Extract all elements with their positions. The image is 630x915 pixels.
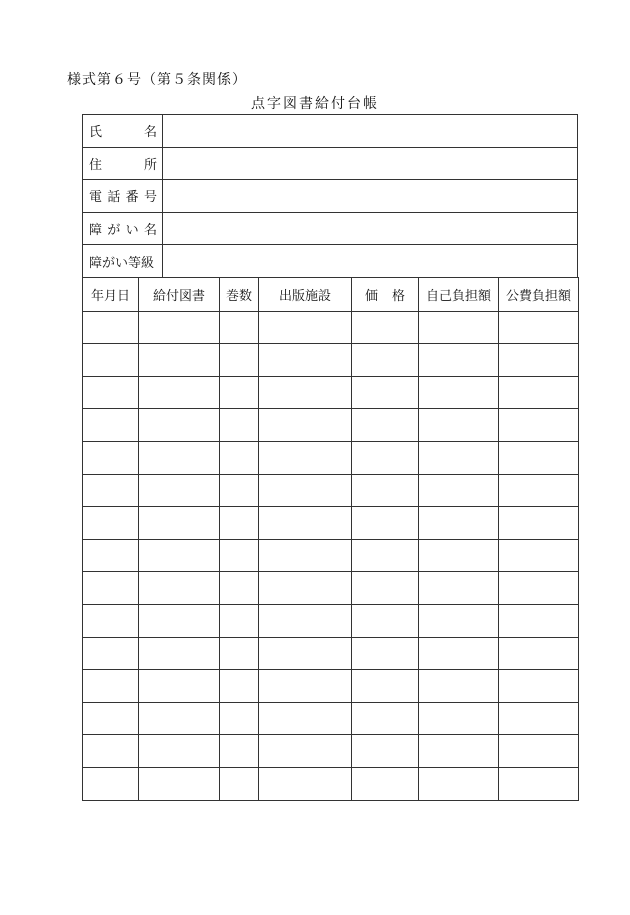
ledger-cell[interactable] <box>352 376 419 409</box>
ledger-cell[interactable] <box>83 474 139 507</box>
info-label-char: 電 <box>89 190 103 206</box>
ledger-cell[interactable] <box>259 474 352 507</box>
ledger-cell[interactable] <box>259 604 352 637</box>
info-label-char: 号 <box>143 190 157 206</box>
ledger-cell[interactable] <box>352 637 419 670</box>
ledger-cell[interactable] <box>352 572 419 605</box>
ledger-row <box>83 441 579 474</box>
info-value-field[interactable] <box>163 180 578 213</box>
ledger-row <box>83 670 579 703</box>
ledger-cell[interactable] <box>259 735 352 768</box>
ledger-cell[interactable] <box>139 474 220 507</box>
info-label-char: い <box>125 223 139 239</box>
col-price-char: 格 <box>391 288 405 304</box>
ledger-cell[interactable] <box>352 767 419 800</box>
ledger-cell[interactable] <box>139 735 220 768</box>
info-label <box>83 147 163 180</box>
ledger-cell[interactable] <box>139 507 220 540</box>
ledger-cell[interactable] <box>259 311 352 344</box>
ledger-cell[interactable] <box>220 572 259 605</box>
ledger-cell[interactable] <box>419 474 499 507</box>
ledger-cell[interactable] <box>259 637 352 670</box>
col-book: 給付図書 <box>139 278 220 312</box>
info-value-field[interactable] <box>163 245 578 278</box>
ledger-cell[interactable] <box>139 311 220 344</box>
info-value-field[interactable] <box>163 115 578 148</box>
ledger-cell[interactable] <box>419 441 499 474</box>
info-label-char: 所 <box>143 157 157 173</box>
col-public-pay: 公費負担額 <box>499 278 579 312</box>
info-value-field[interactable] <box>163 147 578 180</box>
ledger-cell[interactable] <box>83 311 139 344</box>
info-label <box>83 115 163 148</box>
ledger-cell[interactable] <box>220 441 259 474</box>
ledger-cell[interactable] <box>220 604 259 637</box>
ledger-cell[interactable] <box>499 670 579 703</box>
ledger-cell[interactable] <box>139 376 220 409</box>
ledger-cell[interactable] <box>83 637 139 670</box>
ledger-row <box>83 735 579 768</box>
info-label-char: が <box>107 223 121 239</box>
ledger-cell[interactable] <box>83 572 139 605</box>
ledger-row <box>83 637 579 670</box>
ledger-cell[interactable] <box>419 604 499 637</box>
ledger-cell[interactable] <box>220 670 259 703</box>
ledger-cell[interactable] <box>139 767 220 800</box>
ledger-cell[interactable] <box>259 767 352 800</box>
ledger-cell[interactable] <box>352 702 419 735</box>
ledger-cell[interactable] <box>352 344 419 377</box>
ledger-cell[interactable] <box>499 539 579 572</box>
info-label-char: 話 <box>107 190 121 206</box>
ledger-cell[interactable] <box>499 474 579 507</box>
ledger-cell[interactable] <box>83 441 139 474</box>
ledger-cell[interactable] <box>352 409 419 442</box>
ledger-cell[interactable] <box>220 702 259 735</box>
ledger-cell[interactable] <box>83 604 139 637</box>
ledger-cell[interactable] <box>499 409 579 442</box>
ledger-cell[interactable] <box>419 311 499 344</box>
ledger-row <box>83 474 579 507</box>
ledger-cell[interactable] <box>83 409 139 442</box>
info-row <box>83 245 578 278</box>
ledger-cell[interactable] <box>419 409 499 442</box>
ledger-cell[interactable] <box>139 539 220 572</box>
ledger-cell[interactable] <box>83 539 139 572</box>
ledger-cell[interactable] <box>259 702 352 735</box>
col-date: 年月日 <box>83 278 139 312</box>
ledger-row <box>83 604 579 637</box>
ledger-cell[interactable] <box>220 376 259 409</box>
ledger-cell[interactable] <box>220 539 259 572</box>
ledger-cell[interactable] <box>419 572 499 605</box>
ledger-cell[interactable] <box>139 409 220 442</box>
info-label-char: 住 <box>89 157 103 173</box>
ledger-cell[interactable] <box>499 507 579 540</box>
ledger-cell[interactable] <box>139 670 220 703</box>
ledger-cell[interactable] <box>139 637 220 670</box>
info-label <box>83 180 163 213</box>
ledger-cell[interactable] <box>139 604 220 637</box>
info-label-char: 名 <box>143 125 157 141</box>
ledger-cell[interactable] <box>352 507 419 540</box>
ledger-row <box>83 376 579 409</box>
ledger-row <box>83 702 579 735</box>
info-label-char: 名 <box>143 223 157 239</box>
ledger-row <box>83 409 579 442</box>
ledger-cell[interactable] <box>419 539 499 572</box>
ledger-cell[interactable] <box>419 767 499 800</box>
ledger-cell[interactable] <box>83 767 139 800</box>
ledger-cell[interactable] <box>220 409 259 442</box>
ledger-cell[interactable] <box>352 670 419 703</box>
ledger-cell[interactable] <box>220 735 259 768</box>
info-row <box>83 212 578 245</box>
ledger-row <box>83 507 579 540</box>
ledger-cell[interactable] <box>419 507 499 540</box>
ledger-row <box>83 572 579 605</box>
ledger-cell[interactable] <box>83 344 139 377</box>
ledger-cell[interactable] <box>419 637 499 670</box>
info-label <box>83 245 163 278</box>
ledger-cell[interactable] <box>259 344 352 377</box>
info-label-char: 障 <box>89 223 103 239</box>
ledger-row <box>83 767 579 800</box>
ledger-cell[interactable] <box>419 670 499 703</box>
form-title: 点字図書給付台帳 <box>251 96 379 112</box>
info-label-char: 障がい等級 <box>89 255 155 271</box>
col-volumes: 巻数 <box>220 278 259 312</box>
ledger-cell[interactable] <box>139 441 220 474</box>
col-price-char: 価 <box>364 288 378 304</box>
ledger-cell[interactable] <box>220 637 259 670</box>
col-self-pay: 自己負担額 <box>419 278 499 312</box>
ledger-cell[interactable] <box>259 507 352 540</box>
ledger-cell[interactable] <box>259 376 352 409</box>
applicant-info-table <box>82 114 578 278</box>
ledger-cell[interactable] <box>419 702 499 735</box>
ledger-cell[interactable] <box>139 572 220 605</box>
info-label-char: 番 <box>125 190 139 206</box>
ledger-cell[interactable] <box>352 474 419 507</box>
ledger-cell[interactable] <box>83 735 139 768</box>
ledger-row <box>83 344 579 377</box>
ledger-row <box>83 311 579 344</box>
ledger-cell[interactable] <box>352 311 419 344</box>
ledger-cell[interactable] <box>220 311 259 344</box>
ledger-cell[interactable] <box>139 344 220 377</box>
ledger-cell[interactable] <box>220 507 259 540</box>
col-publisher: 出版施設 <box>259 278 352 312</box>
ledger-cell[interactable] <box>139 702 220 735</box>
info-label-char: 氏 <box>89 125 103 141</box>
ledger-cell[interactable] <box>259 572 352 605</box>
ledger-cell[interactable] <box>352 441 419 474</box>
ledger-cell[interactable] <box>499 702 579 735</box>
ledger-cell[interactable] <box>83 702 139 735</box>
ledger-cell[interactable] <box>352 539 419 572</box>
ledger-cell[interactable] <box>259 539 352 572</box>
ledger-cell[interactable] <box>220 344 259 377</box>
ledger-row <box>83 539 579 572</box>
info-value-field[interactable] <box>163 212 578 245</box>
ledger-cell[interactable] <box>419 376 499 409</box>
info-row <box>83 147 578 180</box>
ledger-cell[interactable] <box>499 376 579 409</box>
ledger-cell[interactable] <box>352 735 419 768</box>
ledger-table <box>82 277 579 801</box>
ledger-cell[interactable] <box>499 604 579 637</box>
ledger-cell[interactable] <box>499 735 579 768</box>
info-row <box>83 180 578 213</box>
info-label <box>83 212 163 245</box>
ledger-cell[interactable] <box>499 637 579 670</box>
ledger-cell[interactable] <box>499 311 579 344</box>
ledger-cell[interactable] <box>83 376 139 409</box>
ledger-cell[interactable] <box>259 409 352 442</box>
ledger-cell[interactable] <box>83 507 139 540</box>
ledger-cell[interactable] <box>499 344 579 377</box>
info-row <box>83 115 578 148</box>
ledger-cell[interactable] <box>83 670 139 703</box>
ledger-cell[interactable] <box>259 670 352 703</box>
ledger-cell[interactable] <box>499 572 579 605</box>
ledger-cell[interactable] <box>352 604 419 637</box>
ledger-cell[interactable] <box>499 441 579 474</box>
form-number: 様式第６号（第５条関係） <box>67 72 247 88</box>
ledger-cell[interactable] <box>419 735 499 768</box>
ledger-cell[interactable] <box>419 344 499 377</box>
ledger-header-row <box>83 278 579 312</box>
ledger-cell[interactable] <box>220 767 259 800</box>
ledger-cell[interactable] <box>259 441 352 474</box>
ledger-cell[interactable] <box>220 474 259 507</box>
col-price <box>352 278 419 312</box>
ledger-cell[interactable] <box>499 767 579 800</box>
